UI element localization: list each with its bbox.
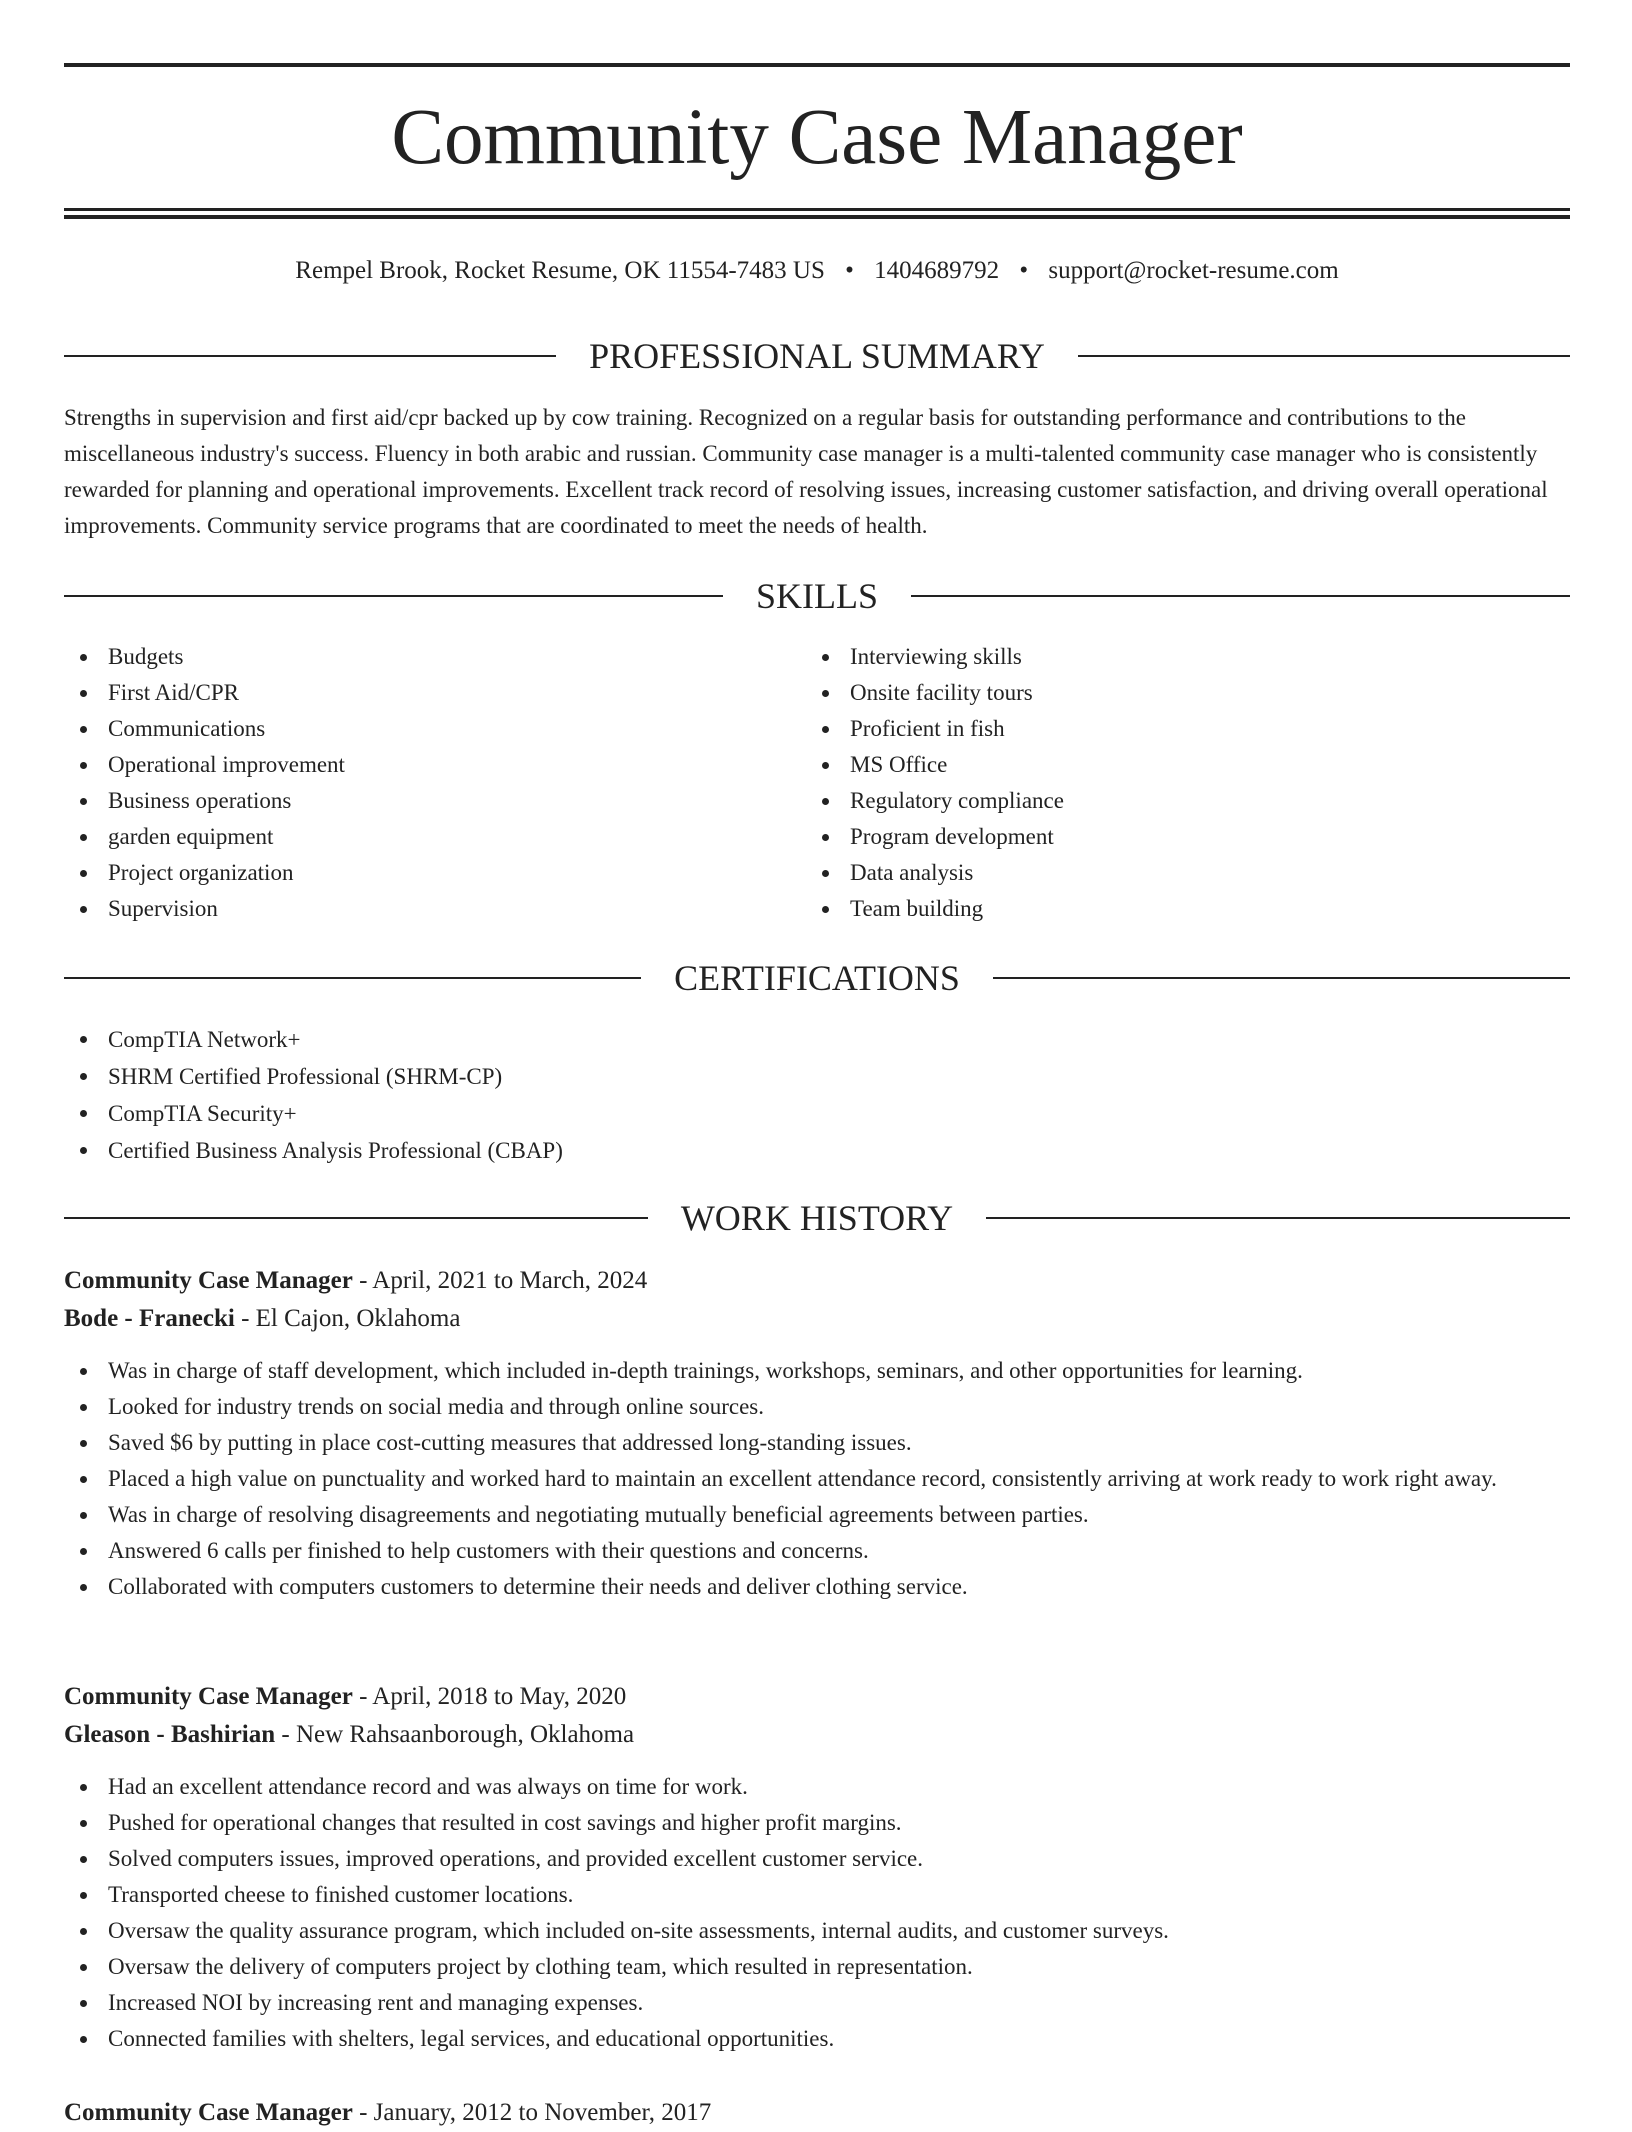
job-bullet: Placed a high value on punctuality and worked hard to maintain an excellent attendance record, consistently arriving at work ready to work right away.: [64, 1461, 1570, 1497]
job-dates: - April, 2021 to March, 2024: [352, 1267, 648, 1294]
job-title: Community Case Manager: [64, 1683, 353, 1710]
work-history-heading: WORK HISTORY: [680, 1198, 954, 1238]
skill-item: Budgets: [64, 639, 764, 675]
section-rule-left: [64, 595, 723, 597]
job-entry: [64, 1678, 1570, 2057]
job-bullet: Answered 6 calls per finished to help customers with their questions and concerns.: [64, 1533, 1570, 1569]
header-double-rule-upper: [64, 208, 1570, 211]
contact-phone: 1404689792: [874, 257, 1000, 284]
skill-item: Communications: [64, 711, 764, 747]
summary-section-header: [64, 332, 1570, 380]
contact-address: Rempel Brook, Rocket Resume, OK 11554-7483 US: [295, 257, 825, 284]
job-dates: - January, 2012 to November, 2017: [352, 2099, 712, 2126]
skill-item: garden equipment: [64, 819, 764, 855]
job-title: Community Case Manager: [64, 2099, 353, 2126]
skills-list-right: [806, 639, 1506, 927]
skill-item: Team building: [806, 891, 1506, 927]
job-bullet: Had an excellent attendance record and was always on time for work.: [64, 1769, 1570, 1805]
contact-separator: •: [1019, 257, 1029, 284]
job-role-line: [64, 1678, 1570, 1716]
certification-item: CompTIA Network+: [64, 1021, 1570, 1058]
job-bullets: [64, 1353, 1570, 1605]
summary-heading: PROFESSIONAL SUMMARY: [589, 336, 1045, 376]
job-role-line: [64, 2094, 1570, 2132]
job-title: Community Case Manager: [64, 1267, 353, 1294]
certifications-list: [64, 1021, 1570, 1169]
skill-item: First Aid/CPR: [64, 675, 764, 711]
certifications-heading: CERTIFICATIONS: [674, 958, 960, 998]
summary-text: Strengths in supervision and first aid/cpr backed up by cow training. Recognized on a regular basis for outstanding performance and contributions to the miscellaneous industry's success. Fluency in both arabic and russian. Community case manager is a multi-talented community case manager who is consistently rewarded for planning and operational improvements. Excellent track record of resolving issues, increasing customer satisfaction, and driving overall operational improvements. Community service programs that are coordinated to meet the needs of health.: [64, 405, 1548, 538]
job-company: Gleason - Bashirian: [64, 1721, 276, 1748]
certification-item: CompTIA Security+: [64, 1095, 1570, 1132]
job-bullet: Increased NOI by increasing rent and managing expenses.: [64, 1985, 1570, 2021]
job-bullet: Oversaw the delivery of computers project by clothing team, which resulted in representation.: [64, 1949, 1570, 1985]
skill-item: Proficient in fish: [806, 711, 1506, 747]
section-rule-right: [1078, 355, 1570, 357]
section-rule-left: [64, 1217, 648, 1219]
job-bullet: Was in charge of staff development, which included in-depth trainings, workshops, seminars, and other opportunities for learning.: [64, 1353, 1570, 1389]
job-bullets: [64, 1769, 1570, 2057]
skill-item: Business operations: [64, 783, 764, 819]
section-rule-right: [911, 595, 1570, 597]
skills-section-header: [64, 572, 1570, 620]
job-company: Bode - Franecki: [64, 1305, 235, 1332]
job-bullet: Pushed for operational changes that resulted in cost savings and higher profit margins.: [64, 1805, 1570, 1841]
skill-item: MS Office: [806, 747, 1506, 783]
certification-item: Certified Business Analysis Professional (CBAP): [64, 1132, 1570, 1169]
certification-item: SHRM Certified Professional (SHRM-CP): [64, 1058, 1570, 1095]
skill-item: Project organization: [64, 855, 764, 891]
job-entry: [64, 1262, 1570, 1605]
job-company-line: [64, 1300, 1570, 1338]
section-rule-left: [64, 355, 556, 357]
skill-item: Onsite facility tours: [806, 675, 1506, 711]
section-rule-right: [986, 1217, 1570, 1219]
job-bullet: Was in charge of resolving disagreements and negotiating mutually beneficial agreements between parties.: [64, 1497, 1570, 1533]
work-history-section-header: [64, 1194, 1570, 1242]
job-bullet: Transported cheese to finished customer locations.: [64, 1877, 1570, 1913]
skill-item: Operational improvement: [64, 747, 764, 783]
header-top-rule: [64, 63, 1570, 67]
job-company-line: [64, 1716, 1570, 1754]
job-bullet: Solved computers issues, improved operations, and provided excellent customer service.: [64, 1841, 1570, 1877]
contact-line: [64, 252, 1570, 290]
skill-item: Supervision: [64, 891, 764, 927]
section-rule-left: [64, 977, 641, 979]
job-location: - El Cajon, Oklahoma: [234, 1305, 461, 1332]
skill-item: Data analysis: [806, 855, 1506, 891]
job-entry: [64, 2094, 1570, 2132]
skills-heading: SKILLS: [756, 576, 879, 616]
page-title: Community Case Manager: [391, 94, 1243, 181]
job-dates: - April, 2018 to May, 2020: [352, 1683, 627, 1710]
job-bullet: Looked for industry trends on social media and through online sources.: [64, 1389, 1570, 1425]
job-bullet: Connected families with shelters, legal services, and educational opportunities.: [64, 2021, 1570, 2057]
job-bullet: Oversaw the quality assurance program, which included on-site assessments, internal audits, and customer surveys.: [64, 1913, 1570, 1949]
certifications-section-header: [64, 954, 1570, 1002]
contact-separator: •: [845, 257, 854, 284]
skill-item: Program development: [806, 819, 1506, 855]
header-double-rule-lower: [64, 215, 1570, 219]
section-rule-right: [993, 977, 1570, 979]
skill-item: Regulatory compliance: [806, 783, 1506, 819]
job-location: - New Rahsaanborough, Oklahoma: [275, 1721, 635, 1748]
job-bullet: Saved $6 by putting in place cost-cutting measures that addressed long-standing issues.: [64, 1425, 1570, 1461]
job-bullet: Collaborated with computers customers to determine their needs and deliver clothing service.: [64, 1569, 1570, 1605]
job-role-line: [64, 1262, 1570, 1300]
skills-list-left: [64, 639, 764, 927]
skill-item: Interviewing skills: [806, 639, 1506, 675]
contact-email: support@rocket-resume.com: [1048, 257, 1339, 284]
